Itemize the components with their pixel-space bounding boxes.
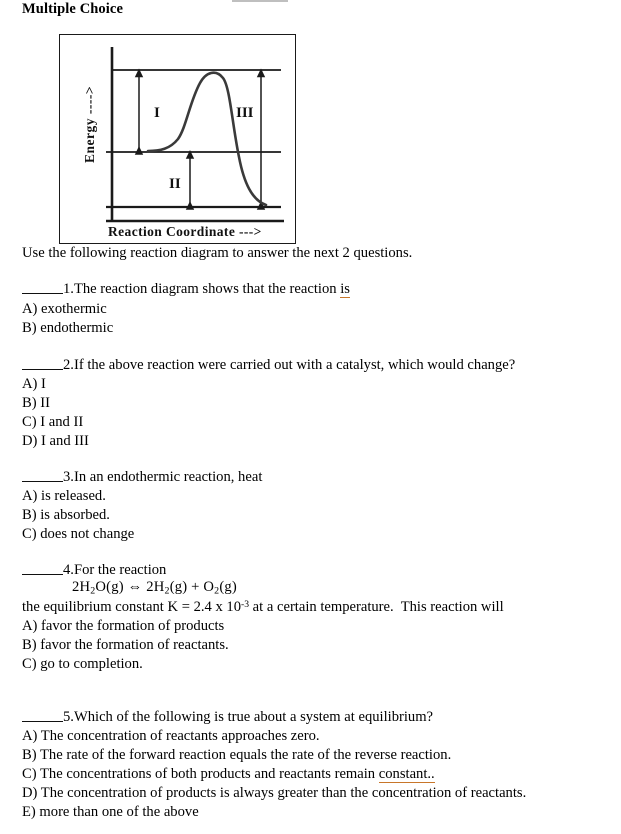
region-label-I: I [154,105,160,121]
answer-blank-1[interactable] [22,281,63,294]
question-2-number: 2. [63,357,74,373]
question-4-choice-c[interactable]: C) go to completion. [22,656,143,672]
question-3-stem [22,468,262,487]
question-2-choice-a[interactable]: A) I [22,376,46,392]
question-2-choice-c[interactable]: C) I and II [22,414,84,430]
question-3-choice-a[interactable]: A) is released. [22,488,106,504]
question-4-equation [72,578,237,597]
answer-blank-4[interactable] [22,562,63,575]
question-1-choice-a[interactable]: A) exothermic [22,301,107,317]
question-1-text-before: The reaction diagram shows that the reaction [73,281,341,297]
answer-blank-3[interactable] [22,469,63,482]
instructions-line: Use the following reaction diagram to answer the next 2 questions. [22,245,413,261]
question-3-choice-c[interactable]: C) does not change [22,526,135,542]
equation-reactants: $2H_2O(g)$ [72,579,124,597]
question-1-stem [22,280,350,299]
question-2-text: If the above reaction were carried out with a catalyst, which would change? [73,357,516,373]
x-axis-label: Reaction Coordinate ---> [108,224,262,239]
question-5-text: Which of the following is true about a system at equilibrium? [73,709,434,725]
question-2-choice-d[interactable]: D) I and III [22,433,89,449]
question-4-continuation [22,598,504,617]
question-2-choice-b[interactable]: B) II [22,395,50,411]
equation-products: $2H_2(g) + O_2(g)$ [146,579,237,597]
energy-profile-curve [148,73,266,205]
question-5-choice-a[interactable]: A) The concentration of reactants approaches zero. [22,728,320,744]
question-4-text: For the reaction [73,562,167,578]
answer-blank-5[interactable] [22,709,63,722]
clipped-line-artifact [232,0,288,2]
page-title: Multiple Choice [22,1,123,17]
reaction-energy-diagram-svg [60,35,295,243]
question-2-stem [22,356,515,375]
question-1-flagged-word: is [340,281,350,297]
question-5-choice-c-text: C) The concentrations of both products and reactants remain [22,766,379,782]
equilibrium-constant-text: the equilibrium constant K = 2.4 x $10^{-3}$ at a certain temperature. This reaction will [22,598,504,615]
y-axis-label: Energy ----> [82,85,97,163]
answer-blank-2[interactable] [22,357,63,370]
question-3-text: In an endothermic reaction, heat [73,469,263,485]
question-3-choice-b[interactable]: B) is absorbed. [22,507,110,523]
question-5-choice-c[interactable] [22,765,435,784]
question-5-number: 5. [63,709,74,725]
question-5-choice-d[interactable]: D) The concentration of products is always greater than the concentration of reactants. [22,785,527,801]
region-label-III: III [236,105,254,121]
question-4-choice-b[interactable]: B) favor the formation of reactants. [22,637,229,653]
equilibrium-arrow-icon: ⇔ [127,579,143,595]
question-4-choice-a[interactable]: A) favor the formation of products [22,618,225,634]
question-4-number: 4. [63,562,74,578]
question-1-number: 1. [63,281,74,297]
question-5-choice-e[interactable]: E) more than one of the above [22,804,199,820]
reaction-energy-diagram [59,34,296,244]
question-3-number: 3. [63,469,74,485]
question-1-choice-b[interactable]: B) endothermic [22,320,114,336]
region-label-II: II [169,176,181,192]
question-5-stem [22,708,433,727]
question-5-choice-b[interactable]: B) The rate of the forward reaction equals the rate of the reverse reaction. [22,747,452,763]
question-5-flagged-word: constant.. [378,766,435,782]
